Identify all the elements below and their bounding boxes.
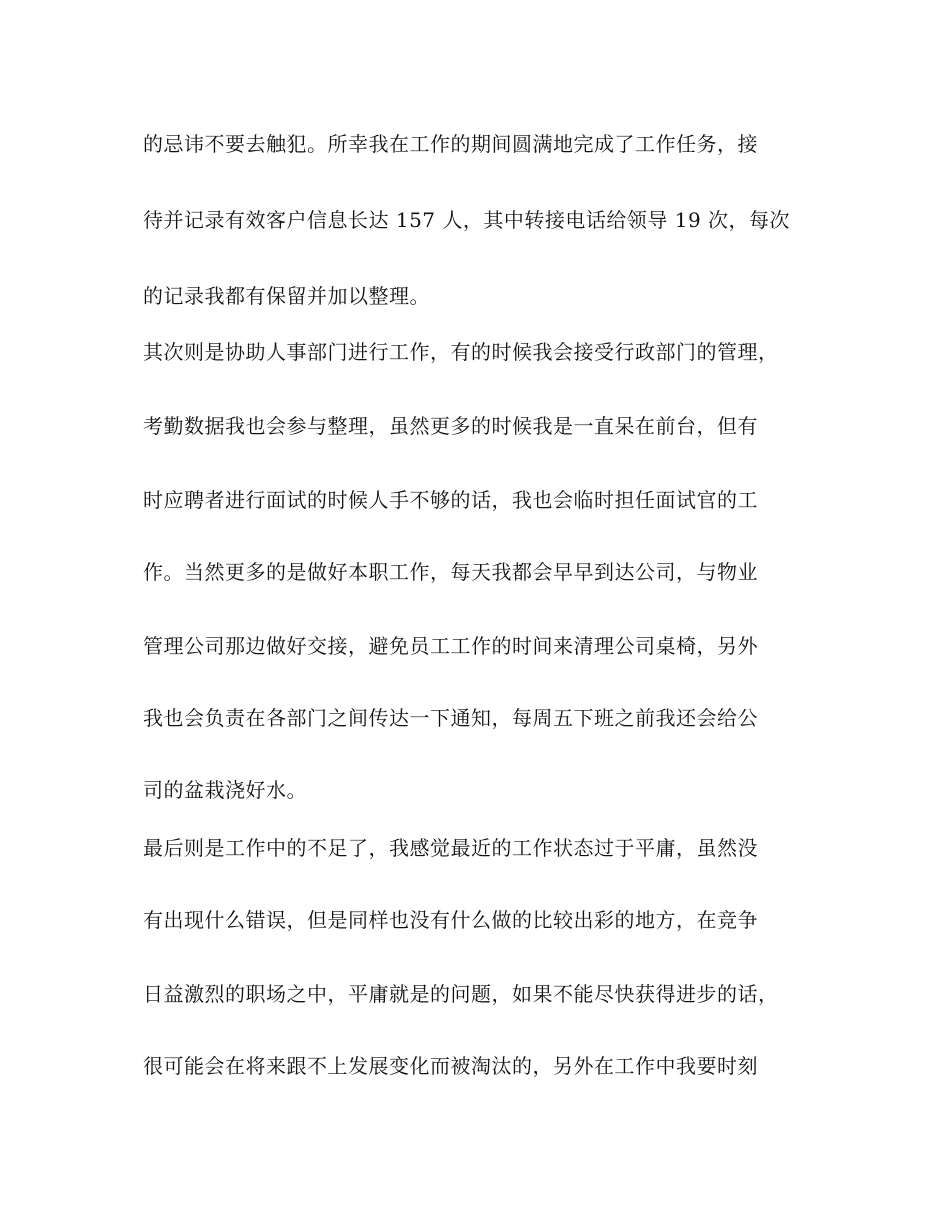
text-line: 考勤数据我也会参与整理，虽然更多的时候我是一直呆在前台，但有 [143, 414, 758, 438]
text-line: 作。当然更多的是做好本职工作，每天我都会早早到达公司，与物业 [143, 560, 758, 584]
text-line: 我也会负责在各部门之间传达一下通知，每周五下班之前我还会给公 [143, 706, 758, 730]
text-line: 的记录我都有保留并加以整理。 [143, 284, 430, 308]
text-line: 时应聘者进行面试的时候人手不够的话，我也会临时担任面试官的工 [143, 488, 758, 512]
text-line: 管理公司那边做好交接，避免员工工作的时间来清理公司桌椅，另外 [143, 634, 758, 658]
text-line: 司的盆栽浇好水。 [143, 778, 307, 802]
text-line: 日益激烈的职场之中，平庸就是的问题，如果不能尽快获得进步的话， [143, 982, 779, 1006]
text-line: 待并记录有效客户信息长达 157 人，其中转接电话给领导 19 次，每次 [143, 208, 791, 232]
text-line: 其次则是协助人事部门进行工作，有的时候我会接受行政部门的管理， [143, 340, 779, 364]
text-line: 有出现什么错误，但是同样也没有什么做的比较出彩的地方，在竞争 [143, 908, 758, 932]
text-line: 的忌讳不要去触犯。所幸我在工作的期间圆满地完成了工作任务，接 [143, 132, 758, 156]
text-line: 很可能会在将来跟不上发展变化而被淘汰的，另外在工作中我要时刻 [143, 1054, 758, 1078]
text-line: 最后则是工作中的不足了，我感觉最近的工作状态过于平庸，虽然没 [143, 836, 758, 860]
